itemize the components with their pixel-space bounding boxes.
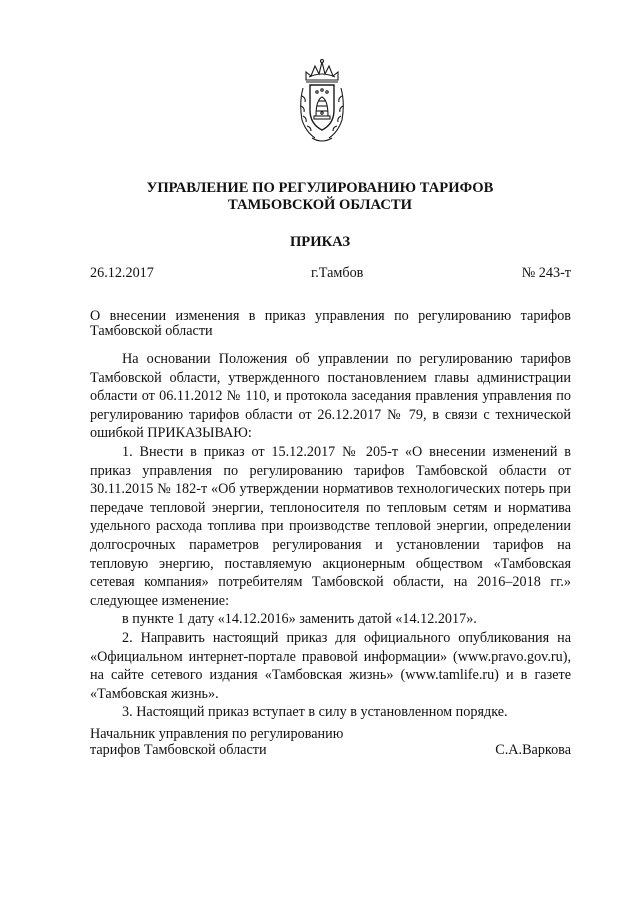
body-paragraph-item-2: 2. Направить настоящий приказ для официального опубликования на «Официальном интернет-портале правовой информации» (www.pravo.gov.ru), на сайте сетевого издания «Тамбовская жизнь» (www.tamlife.ru) и в газете «Тамбовская жизнь». (90, 629, 571, 702)
signature-block (90, 726, 571, 758)
document-body (90, 350, 571, 722)
organization-name-line2: ТАМБОВСКОЙ ОБЛАСТИ (227, 197, 412, 213)
document-city: г.Тамбов (311, 265, 364, 281)
organization-header (0, 180, 640, 214)
document-number: № 243-т (521, 265, 571, 281)
organization-name-line1: УПРАВЛЕНИЕ ПО РЕГУЛИРОВАНИЮ ТАРИФОВ (146, 180, 494, 196)
body-paragraph-item-1: 1. Внести в приказ от 15.12.2017 № 205-т «О внесении изменений в приказ управления по регулированию тарифов Тамбовской области от 30.11.2015 № 182-т «Об утверждении нормативов технологических потерь при передаче тепловой энергии, теплоносителя по тепловым сетям и норматива удельного расхода топлива при производстве тепловой энергии, определении долгосрочных параметров регулирования и установлении тарифов на тепловую энергию, поставляемую акционерным обществом «Тамбовская сетевая компания» потребителям Тамбовской области, на 2016–2018 гг.» следующее изменение: (90, 443, 571, 609)
body-paragraph-item-1-change: в пункте 1 дату «14.12.2016» заменить датой «14.12.2017». (122, 611, 477, 628)
document-subject: О внесении изменения в приказ управления по регулированию тарифов Тамбовской области (90, 308, 571, 339)
signer-position-line1: Начальник управления по регулированию (90, 726, 344, 742)
document-type-title: ПРИКАЗ (289, 234, 351, 250)
document-date: 26.12.2017 (90, 265, 154, 281)
coat-of-arms-icon (297, 58, 347, 144)
body-paragraph-basis: На основании Положения об управлении по регулированию тарифов Тамбовской области, утвержденного постановлением главы администрации области от 06.11.2012 № 110, и протокола заседания правления управления по регулированию тарифов области от 26.12.2017 № 79, в связи с технической ошибкой ПРИКАЗЫВАЮ: (90, 351, 571, 442)
signer-position-line2: тарифов Тамбовской области (90, 742, 267, 758)
body-paragraph-item-3: 3. Настоящий приказ вступает в силу в установленном порядке. (122, 704, 508, 721)
document-meta-row (90, 265, 571, 283)
signer-name: С.А.Варкова (495, 742, 571, 758)
